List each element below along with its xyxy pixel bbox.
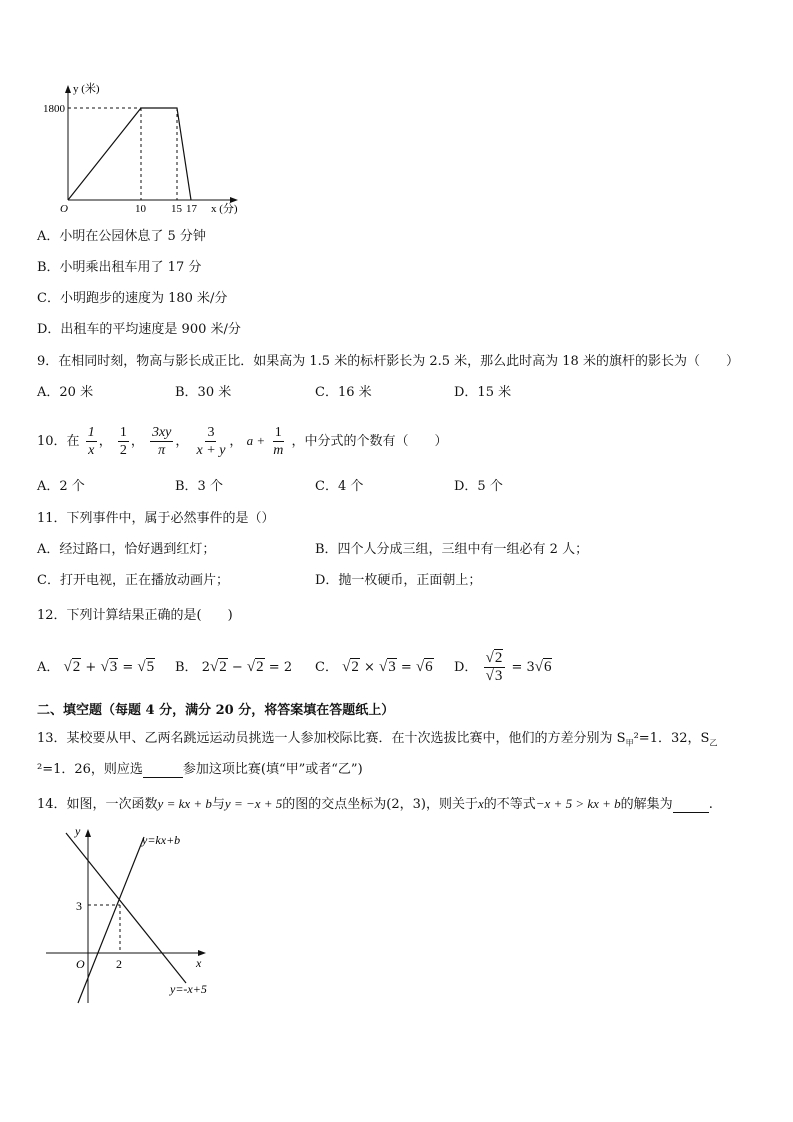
expr-a-plus: a + xyxy=(246,433,266,448)
origin-label: O xyxy=(60,203,68,215)
q12-option-a: A． √2 + √3 = √5 xyxy=(37,659,155,675)
line-kx-plus-b-label: y=kx+b xyxy=(142,833,181,847)
x-tick-10: 10 xyxy=(135,203,146,215)
x-tick-2: 2 xyxy=(116,957,122,971)
q11-option-c: C．打开电视，正在播放动画片； xyxy=(37,573,229,588)
q11-text: 11．下列事件中，属于必然事件的是（） xyxy=(37,511,275,526)
q12-option-b: B． 2√2 − √2 = 2 xyxy=(175,659,293,675)
fraction-1-over-m: $\frac{1}{m}$ xyxy=(273,425,284,458)
linear-functions-graph xyxy=(40,825,240,1010)
q8-option-a: A．小明在公园休息了 5 分钟 xyxy=(37,229,206,244)
fraction-1-over-2: $\frac{1}{2}$ xyxy=(119,425,127,458)
x-axis-label: x xyxy=(196,956,202,970)
y-tick-3: 3 xyxy=(76,899,82,913)
x-tick-17: 17 xyxy=(186,203,197,215)
fraction-3-over-x-plus-y: $\frac{3}{x + y}$ xyxy=(196,425,226,458)
q13-line-1: 13．某校要从甲、乙两名跳远运动员挑选一人参加校际比赛．在十次选拔比赛中，他们的方差分别为 $S_甲^2=1$．32，$S_乙$ xyxy=(37,731,718,748)
q10-option-a: A．2 个 xyxy=(37,479,85,494)
q11-option-d: D．抛一枚硬币，正面朝上； xyxy=(315,573,482,588)
y-tick-1800: 1800 xyxy=(43,103,65,115)
distance-time-graph xyxy=(40,80,250,220)
q9-option-c: C．16 米 xyxy=(315,385,372,400)
q11-option-a: A．经过路口，恰好遇到红灯； xyxy=(37,542,216,557)
q9-option-a: A．20 米 xyxy=(37,385,94,400)
x-tick-15: 15 xyxy=(171,203,182,215)
fraction-3xy-over-pi: $\frac{3xy}{\pi}$ xyxy=(151,425,172,458)
journey-line xyxy=(68,108,191,200)
fraction-sqrt2-over-sqrt3: $\frac{√2}{√3}$ xyxy=(484,650,506,685)
y-axis-label: y (米) xyxy=(73,83,100,95)
q14-text: 14．如图，一次函数y = kx + b与y = −x + 5的图的交点坐标为(2，3)，则关于x的不等式−x + 5 > kx + b的解集为 . xyxy=(37,796,713,812)
q10-suffix: ，中分式的个数有（ ） xyxy=(291,434,448,449)
q10-option-b: B．3 个 xyxy=(175,479,223,494)
q13-line-2: ²=1．26，则应选 参加这项比赛(填“甲”或者“乙”) xyxy=(37,762,363,777)
section-2-title: 二、填空题（每题 4 分，满分 20 分，将答案填在答题纸上） xyxy=(37,703,395,718)
q12-option-c: C． √2 × √3 = √6 xyxy=(315,659,433,675)
q10-text: 10．在 $\frac{1}{x}$ ， $\frac{1}{2}$ ， $\frac{3xy}{\pi}$ ， $\frac{3}{x + y}$ ， a + $\frac{1}{m}$ ，中分式的个数有（ ） xyxy=(37,425,448,458)
q13-answer-blank[interactable] xyxy=(143,765,183,778)
q8-option-b: B．小明乘出租车用了 17 分 xyxy=(37,260,202,275)
y-axis-arrow xyxy=(65,85,71,93)
x-axis-label: x (分) xyxy=(211,203,238,215)
q10-option-d: D．5 个 xyxy=(454,479,503,494)
q9-option-d: D．15 米 xyxy=(454,385,512,400)
q12-text: 12．下列计算结果正确的是( ) xyxy=(37,608,233,623)
q9-text: 9．在相同时刻，物高与影长成正比．如果高为 1.5 米的标杆影长为 2.5 米，那么此时高为 18 米的旗杆的影长为（ ） xyxy=(37,354,739,369)
origin-label: O xyxy=(76,957,85,971)
q10-prefix: 10．在 xyxy=(37,434,80,449)
q12-option-d: D． $\frac{√2}{√3}$ = 3√6 xyxy=(454,650,552,684)
y-axis-arrow xyxy=(85,829,91,837)
q10-option-c: C．4 个 xyxy=(315,479,364,494)
q8-option-c: C．小明跑步的速度为 180 米/分 xyxy=(37,291,228,306)
q14-answer-blank[interactable] xyxy=(673,800,709,813)
y-axis-label: y xyxy=(75,825,81,838)
q8-option-d: D．出租车的平均速度是 900 米/分 xyxy=(37,322,241,337)
q9-option-b: B．30 米 xyxy=(175,385,232,400)
line-neg-x-plus-5-label: y=-x+5 xyxy=(170,982,207,996)
q11-option-b: B．四个人分成三组，三组中有一组必有 2 人； xyxy=(315,542,589,557)
fraction-1-over-x: $\frac{1}{x}$ xyxy=(87,425,95,458)
